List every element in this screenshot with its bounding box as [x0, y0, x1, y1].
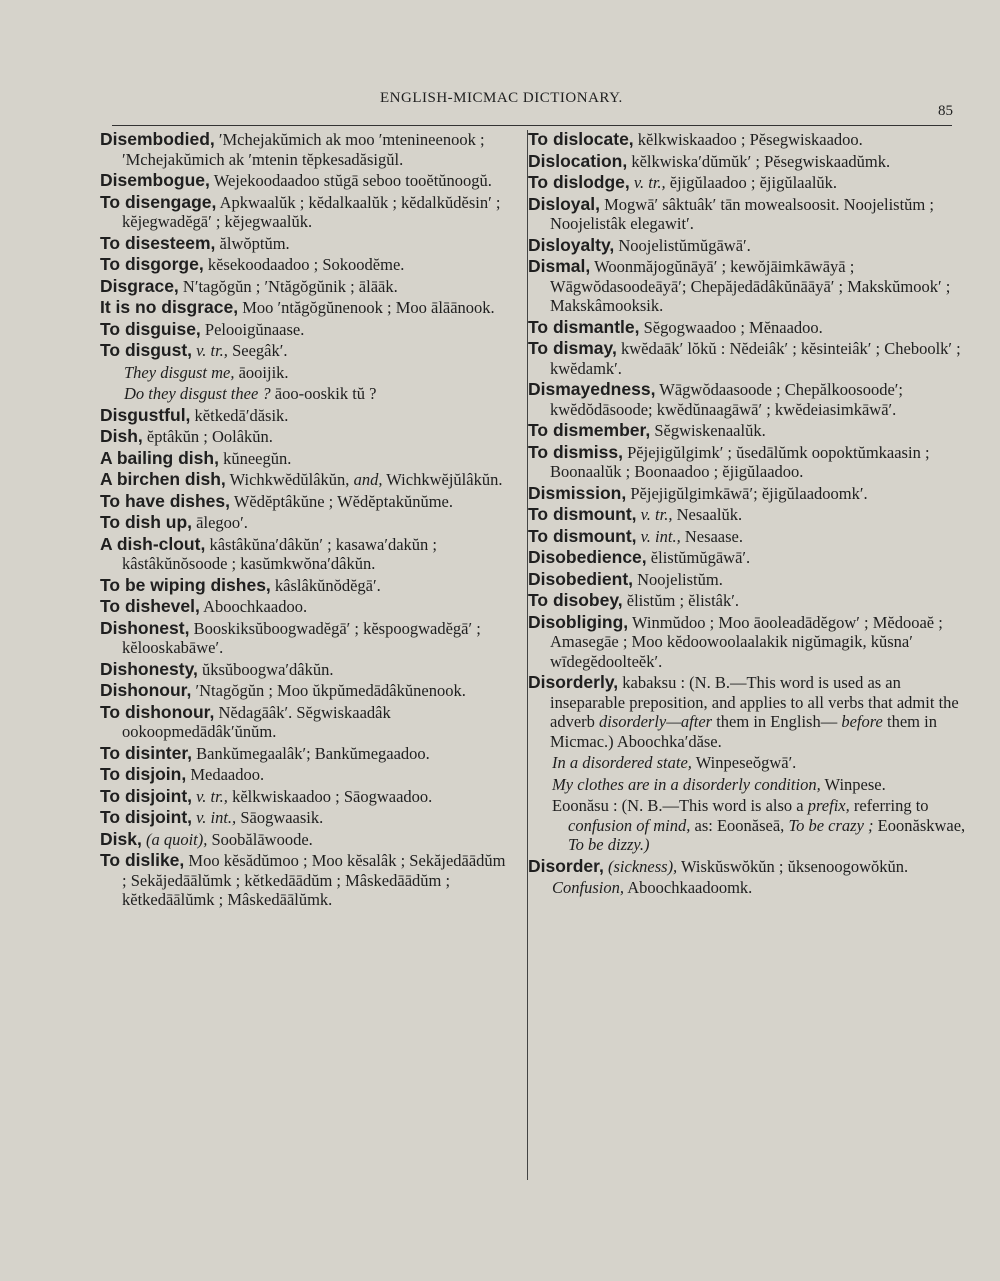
- headword: Disobedient,: [528, 568, 634, 589]
- example-translation: Winpese.: [824, 774, 886, 794]
- definition: Soobălāwoode.: [211, 829, 313, 849]
- headword: To dislocate,: [528, 129, 634, 149]
- running-header: ENGLISH-MICMAC DICTIONARY.: [380, 90, 623, 106]
- example-translation: as: Eoonăseā,: [694, 815, 785, 835]
- dictionary-entry: [528, 173, 968, 193]
- headword: Dishonesty,: [100, 658, 198, 679]
- definition: Booskiksŭboogwadĕgā′ ; kĕspoogwadĕgā′ ; kĕlooskabāwe′.: [122, 618, 481, 657]
- example-phrase: Confusion,: [552, 878, 624, 897]
- example-phrase: In a disordered state,: [552, 753, 692, 772]
- italic-note: and,: [353, 470, 383, 489]
- headword: Disgustful,: [100, 404, 191, 425]
- grammar-note: v. tr.,: [196, 341, 228, 360]
- definition-cont: them in Micmac.) Aboochka′dăse.: [550, 712, 937, 751]
- definition: Nesaase.: [684, 526, 744, 546]
- dictionary-entry: [100, 808, 512, 828]
- headword: Dismayedness,: [528, 379, 656, 399]
- dictionary-entry: [100, 535, 512, 574]
- headword: Disgrace,: [100, 275, 179, 296]
- dictionary-entry: [100, 787, 512, 807]
- example-translation: Eoonăskwae,: [877, 815, 966, 835]
- headword: Dishonour,: [100, 680, 192, 700]
- headword: To disinter,: [100, 742, 193, 763]
- italic-note: disorderly—after: [599, 712, 713, 731]
- headword: To disengage,: [100, 191, 217, 212]
- headword: To disgorge,: [100, 254, 204, 274]
- italic-note: before: [841, 712, 883, 731]
- dictionary-entry: [100, 449, 512, 469]
- definition: Bankŭmegaalâk′; Bankŭmegaadoo.: [196, 743, 430, 763]
- headword: Disobliging,: [528, 611, 629, 632]
- grammar-note: v. tr.,: [196, 786, 228, 806]
- definition: ĕlistŭm ; ĕlistâk′.: [626, 591, 739, 610]
- headword: To dismantle,: [528, 316, 640, 337]
- definition: Apkwaalŭk ; kĕdalkaalŭk ; kĕdalkŭdĕsin′ ; kĕjegwadĕgā′ ; kĕjegwaalŭk.: [122, 192, 501, 231]
- example-phrase: Do they disgust thee ?: [124, 384, 271, 403]
- dictionary-entry: [528, 380, 968, 419]
- definition: ′Mchejakŭmich ak moo ′mtenineenook ; ′Mchejakŭmich ak ′mtenin tĕpkesadăsigŭl.: [122, 130, 485, 169]
- example-translation: āooijik.: [238, 362, 289, 382]
- headword: Disloyalty,: [528, 234, 615, 255]
- headword: To disobey,: [528, 590, 623, 610]
- headword: Dismission,: [528, 482, 627, 503]
- headword: To disjoint,: [100, 807, 193, 827]
- dictionary-entry: [100, 298, 512, 318]
- headword: To dislodge,: [528, 172, 630, 192]
- example-line: [528, 753, 968, 773]
- definition: Noojelistŭmŭgāwā′.: [618, 235, 751, 255]
- definition-cont: them in English—: [716, 712, 838, 731]
- headword: To disgust,: [100, 340, 193, 360]
- definition: kâslâkŭnŏdĕgā′.: [274, 575, 381, 595]
- example-line: [528, 878, 968, 898]
- headword: Disloyal,: [528, 193, 600, 214]
- definition: Pĕjejigŭlgimkāwā′; ĕjigŭlaadoomk′.: [630, 483, 868, 503]
- headword: A dish-clout,: [100, 533, 206, 554]
- headword: Dislocation,: [528, 150, 628, 171]
- dictionary-entry: [100, 703, 512, 742]
- dictionary-entry: [100, 320, 512, 340]
- headword: To be wiping dishes,: [100, 574, 271, 595]
- definition: kabaksu : (N. B.—This word is used as an inseparable preposition, and applies to all verbs that admit the adverb: [550, 673, 959, 731]
- dictionary-entry: [100, 277, 512, 297]
- definition: Wichkwĕdŭlâkŭn,: [229, 470, 350, 489]
- definition-cont: Wichkwĕjŭlâkŭn.: [386, 470, 503, 489]
- definition: Woonmăjogŭnāyā′ ; kewŏjāimkāwāyā ; Wāgwŏdasoodeāyā′; Chepăjedādâkŭnāāyā′ ; Makskŭmook′ ; Makskâmooksik.: [550, 257, 951, 315]
- dictionary-entry: [100, 830, 512, 850]
- dictionary-entry: [100, 513, 512, 533]
- definition: Moo ′ntăgŏgŭnenook ; Moo ālāānook.: [242, 298, 495, 317]
- example-phrase: My clothes are in a disorderly condition,: [552, 774, 821, 794]
- definition: Nesaalŭk.: [676, 505, 743, 524]
- dictionary-entry: [100, 744, 512, 764]
- definition: N′tagŏgŭn ; ′Ntăgŏgŭnik ; ālāāk.: [182, 276, 398, 296]
- dictionary-entry: [528, 130, 968, 150]
- headword: Disembogue,: [100, 170, 210, 190]
- example-translation: Eoonăsu : (N. B.—This word is also a: [552, 796, 804, 815]
- dictionary-entry: [100, 234, 512, 254]
- headword: To dislike,: [100, 850, 185, 870]
- headword: To disesteem,: [100, 232, 216, 253]
- headword: Dish,: [100, 426, 143, 446]
- headword: To disjoin,: [100, 764, 187, 784]
- definition: Sĕgogwaadoo ; Mĕnaadoo.: [643, 317, 823, 337]
- dictionary-entry: [100, 660, 512, 680]
- definition: kĕlkwiskaadoo ; Pĕsegwiskaadoo.: [637, 130, 863, 149]
- definition: ĕptâkŭn ; Oolâkŭn.: [146, 427, 273, 446]
- grammar-note: (sickness),: [608, 856, 678, 876]
- headword: Dismal,: [528, 256, 591, 276]
- left-column: [100, 130, 512, 912]
- dictionary-entry: [100, 427, 512, 447]
- definition: ălwŏptŭm.: [219, 233, 290, 253]
- grammar-note: v. int.,: [640, 526, 681, 546]
- example-phrase: prefix,: [807, 796, 850, 815]
- dictionary-entry: [100, 341, 512, 361]
- definition: Medaadoo.: [190, 765, 265, 784]
- dictionary-entry: [100, 681, 512, 701]
- dictionary-entry: [528, 443, 968, 482]
- example-line: [100, 363, 512, 383]
- dictionary-entry: [528, 195, 968, 234]
- headword: To disjoint,: [100, 785, 193, 806]
- definition: Nĕdagāâk′. Sĕgwiskaadâk ookoopmedādâk′ŭnŭm.: [122, 702, 391, 741]
- definition: Sĕgwiskenaalŭk.: [654, 421, 766, 440]
- dictionary-entry: [100, 765, 512, 785]
- headword: It is no disgrace,: [100, 297, 239, 317]
- example-translation: Winpeseŏgwā′.: [695, 753, 797, 772]
- example-translation: referring to: [853, 796, 929, 815]
- headword: To have dishes,: [100, 490, 230, 511]
- definition: ĕlistŭmŭgāwā′.: [650, 548, 751, 567]
- grammar-note: (a quoit),: [145, 829, 208, 849]
- grammar-note: v. int.,: [196, 808, 237, 827]
- headword: To dismount,: [528, 525, 637, 546]
- headword: A birchen dish,: [100, 469, 226, 489]
- definition: Noojelistŭm.: [637, 569, 723, 589]
- dictionary-entry: [528, 527, 968, 547]
- dictionary-entry: [528, 236, 968, 256]
- right-column: [528, 130, 968, 900]
- definition: kĕlkwiska′dŭmŭk′ ; Pĕsegwiskaadŭmk.: [631, 151, 891, 171]
- definition: Pelooigŭnaase.: [204, 319, 305, 339]
- headword: To dismount,: [528, 504, 637, 524]
- definition: Sāogwaasik.: [240, 808, 324, 827]
- dictionary-entry: [528, 613, 968, 672]
- example-phrase: To be crazy ;: [788, 815, 874, 835]
- page-number: 85: [938, 103, 953, 119]
- definition: ′Ntagŏgŭn ; Moo ŭkpŭmedādâkŭnenook.: [195, 681, 466, 700]
- definition: Seegâk′.: [232, 341, 288, 360]
- dictionary-entry: [100, 851, 512, 910]
- dictionary-entry: [528, 257, 968, 316]
- dictionary-entry: [528, 548, 968, 568]
- headword: To dismiss,: [528, 441, 623, 462]
- dictionary-entry: [528, 318, 968, 338]
- headword: Disorderly,: [528, 672, 619, 692]
- definition: Wĕdĕptâkŭne ; Wĕdĕptakŭnŭme.: [233, 491, 453, 511]
- definition: kĕsekoodaadoo ; Sokoodĕme.: [207, 255, 405, 274]
- dictionary-entry: [100, 597, 512, 617]
- definition: ŭksŭboogwa′dâkŭn.: [202, 659, 334, 679]
- definition: Wiskŭswŏkŭn ; ŭksenoogowŏkŭn.: [681, 856, 909, 876]
- definition: Wāgwŏdaasoode ; Chepălkoosoode′; kwĕdŏdāsoode; kwĕdŭnaagāwā′ ; kwĕdeiasimkāwā′.: [550, 380, 903, 419]
- definition: Aboochkaadoo.: [203, 597, 308, 616]
- definition: Wejekoodaadoo stŭgā seboo tooĕtŭnoogŭ.: [213, 171, 492, 190]
- headword: Disobedience,: [528, 547, 647, 567]
- dictionary-entry: [528, 152, 968, 172]
- dictionary-entry: [528, 421, 968, 441]
- grammar-note: v. tr.,: [633, 173, 666, 192]
- definition: kĕlkwiskaadoo ; Sāogwaadoo.: [232, 786, 433, 806]
- example-translation: Aboochkaadoomk.: [627, 878, 753, 897]
- definition: kĕtkedā′dăsik.: [194, 405, 289, 425]
- example-phrase: They disgust me,: [124, 362, 235, 382]
- dictionary-entry: [100, 255, 512, 275]
- example-line: [100, 384, 512, 404]
- headword: Dishonest,: [100, 617, 190, 638]
- definition: Winmŭdoo ; Moo āooleadādĕgow′ ; Mĕdooaĕ ; Amasegāe ; Moo kĕdoowoolaalakik nigŭmagik, kŭsna′ wīdegĕdoolteĕk′.: [550, 612, 943, 671]
- header-rule: [112, 125, 952, 126]
- headword: To disguise,: [100, 318, 201, 339]
- example-phrase: confusion of mind,: [568, 815, 691, 835]
- grammar-note: v. tr.,: [640, 505, 673, 524]
- dictionary-entry: [100, 492, 512, 512]
- dictionary-entry: [528, 673, 968, 751]
- dictionary-entry: [100, 193, 512, 232]
- headword: Disembodied,: [100, 129, 215, 149]
- dictionary-entry: [100, 171, 512, 191]
- headword: To dishevel,: [100, 596, 200, 616]
- dictionary-entry: [528, 505, 968, 525]
- headword: To dismember,: [528, 420, 651, 440]
- definition: kŭneegŭn.: [223, 448, 292, 468]
- headword: Disorder,: [528, 855, 604, 876]
- definition: ālegoo′.: [196, 513, 248, 532]
- dictionary-entry: [100, 130, 512, 169]
- dictionary-entry: [100, 470, 512, 490]
- headword: To dish up,: [100, 512, 193, 532]
- dictionary-entry: [528, 591, 968, 611]
- example-phrase: To be dizzy.): [568, 835, 650, 854]
- definition: kwĕdaāk′ lŏkŭ : Nĕdeiâk′ ; kĕsinteiâk′ ; Cheboolk′ ; kwĕdamk′.: [550, 339, 961, 378]
- headword: To dismay,: [528, 338, 617, 358]
- example-translation: āoo-ooskik tŭ ?: [274, 384, 377, 403]
- example-line: [528, 775, 968, 795]
- dictionary-entry: [528, 570, 968, 590]
- definition: Pĕjejigŭlgimk′ ; ŭsedālŭmk oopoktŭmkaasin ; Boonaalŭk ; Boonaadoo ; ĕjigŭlaadoo.: [550, 442, 930, 481]
- headword: A bailing dish,: [100, 447, 219, 468]
- definition: kâstâkŭna′dâkŭn′ ; kasawa′dakŭn ; kâstâkŭnŏsoode ; kasŭmkwŏna′dâkŭn.: [122, 534, 438, 573]
- dictionary-entry: [528, 484, 968, 504]
- dictionary-entry: [100, 576, 512, 596]
- headword: Disk,: [100, 828, 142, 849]
- dictionary-entry: [528, 339, 968, 378]
- definition: ĕjigŭlaadoo ; ĕjigŭlaalŭk.: [669, 173, 838, 192]
- definition: Moo kĕsădŭmoo ; Moo kĕsalâk ; Sekăjedāādŭm ; Sekăjedāālŭmk ; kĕtkedāādŭm ; Mâskedāādŭm ; kĕtkedāālŭmk ; Mâskedāālŭmk.: [122, 851, 506, 909]
- dictionary-entry: [100, 619, 512, 658]
- dictionary-entry: [528, 857, 968, 877]
- dictionary-entry: [100, 406, 512, 426]
- headword: To dishonour,: [100, 701, 215, 722]
- example-line: [528, 796, 968, 855]
- definition: Mogwā′ sâktuâk′ tān mowealsoosit. Noojelistŭm ; Noojelistâk elegawit′.: [550, 194, 934, 233]
